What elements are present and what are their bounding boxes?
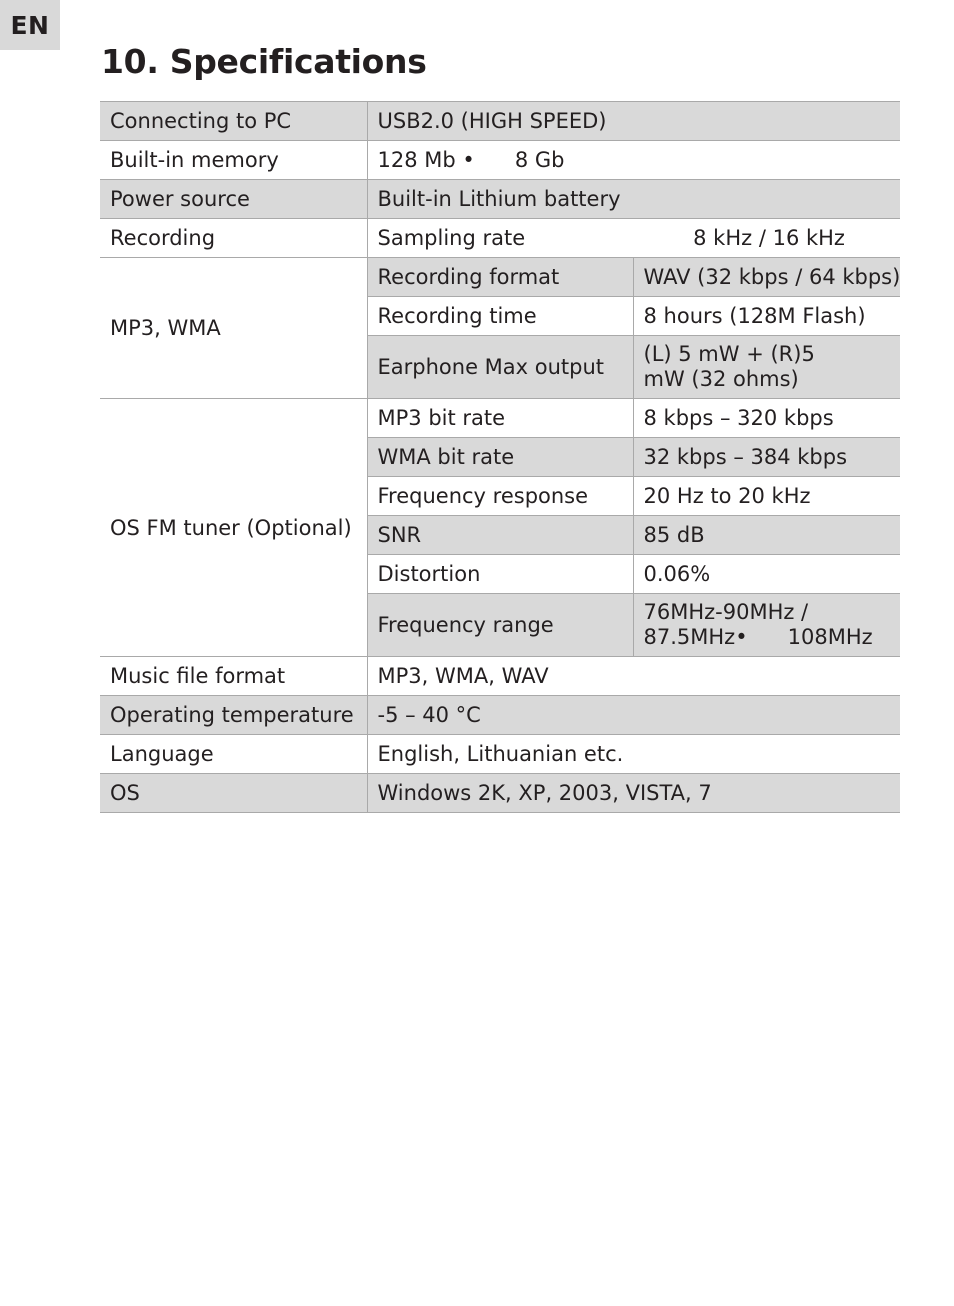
table-row xyxy=(100,102,900,141)
spec-label: OS xyxy=(100,774,367,813)
table-row xyxy=(100,258,900,297)
spec-sub-label: Sampling rate xyxy=(377,226,526,250)
spec-label: Built-in memory xyxy=(100,141,367,180)
page-title: 10. Specifications xyxy=(101,42,427,81)
spec-label: Earphone Max output xyxy=(367,336,633,399)
table-row xyxy=(100,735,900,774)
spec-label: Frequency response xyxy=(367,477,633,516)
table-row xyxy=(100,180,900,219)
table-row xyxy=(100,774,900,813)
spec-label: WMA bit rate xyxy=(367,438,633,477)
spec-sub-value: 8 kHz / 16 kHz xyxy=(693,226,845,250)
spec-value: USB2.0 (HIGH SPEED) xyxy=(367,102,900,141)
spec-value: 20 Hz to 20 kHz xyxy=(633,477,900,516)
spec-value: Built-in Lithium battery xyxy=(367,180,900,219)
spec-value: English, Lithuanian etc. xyxy=(367,735,900,774)
spec-value: MP3, WMA, WAV xyxy=(367,657,900,696)
spec-value: 32 kbps – 384 kbps xyxy=(633,438,900,477)
spec-value: 85 dB xyxy=(633,516,900,555)
spec-label: Recording time xyxy=(367,297,633,336)
table-row xyxy=(100,696,900,735)
spec-value xyxy=(367,219,900,258)
spec-value: Windows 2K, XP, 2003, VISTA, 7 xyxy=(367,774,900,813)
spec-label: Language xyxy=(100,735,367,774)
spec-label: Recording format xyxy=(367,258,633,297)
spec-value: 76MHz-90MHz / 87.5MHz• 108MHz xyxy=(633,594,900,657)
table-row xyxy=(100,219,900,258)
spec-label: MP3 bit rate xyxy=(367,399,633,438)
specifications-table xyxy=(100,101,900,813)
spec-label: Connecting to PC xyxy=(100,102,367,141)
language-tab: EN xyxy=(0,0,60,50)
table-row xyxy=(100,657,900,696)
group-label: MP3, WMA xyxy=(100,258,367,399)
spec-value: -5 – 40 °C xyxy=(367,696,900,735)
spec-label: Distortion xyxy=(367,555,633,594)
spec-value: (L) 5 mW + (R)5 mW (32 ohms) xyxy=(633,336,900,399)
spec-label: Recording xyxy=(100,219,367,258)
spec-label: SNR xyxy=(367,516,633,555)
spec-value: 0.06% xyxy=(633,555,900,594)
spec-value: WAV (32 kbps / 64 kbps) xyxy=(633,258,900,297)
spec-value: 128 Mb • 8 Gb xyxy=(367,141,900,180)
spec-value: 8 hours (128M Flash) xyxy=(633,297,900,336)
spec-label: Operating temperature xyxy=(100,696,367,735)
spec-label: Frequency range xyxy=(367,594,633,657)
spec-value: 8 kbps – 320 kbps xyxy=(633,399,900,438)
spec-label: Music file format xyxy=(100,657,367,696)
spec-label: Power source xyxy=(100,180,367,219)
table-row xyxy=(100,141,900,180)
group-label: OS FM tuner (Optional) xyxy=(100,399,367,657)
table-row xyxy=(100,399,900,438)
